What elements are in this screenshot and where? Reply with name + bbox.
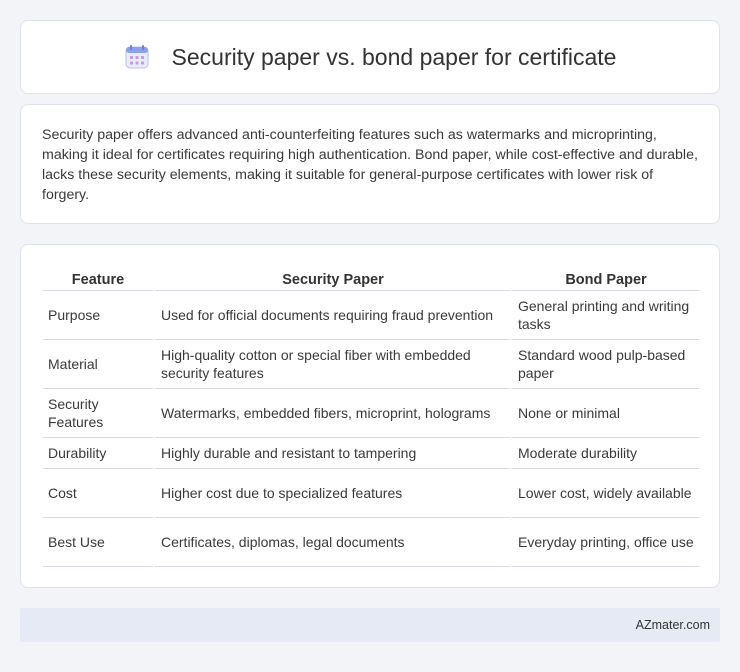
feature-cell: Material [43, 340, 153, 389]
page-title: Security paper vs. bond paper for certificate [171, 43, 617, 70]
title-card [20, 20, 720, 94]
comparison-card [20, 244, 720, 588]
bond-paper-cell: Everyday printing, office use [510, 518, 699, 567]
table-row [43, 291, 699, 340]
table-row [43, 469, 699, 518]
title-wrap [124, 44, 617, 71]
table-row [43, 518, 699, 567]
security-paper-cell: Watermarks, embedded fibers, microprint, holograms [153, 389, 510, 438]
bond-paper-cell: Lower cost, widely available [510, 469, 699, 518]
bond-paper-cell: Standard wood pulp-based paper [510, 340, 699, 389]
security-paper-cell: Used for official documents requiring fraud prevention [153, 291, 510, 340]
summary-text: Security paper offers advanced anti-counterfeiting features such as watermarks and microprinting, making it ideal for certificates requiring high authentication. Bond paper, while cost-effective and durable, lacks these security elements, making it suitable for general-purpose certificates with lower risk of forgery. [42, 127, 698, 203]
security-paper-cell: Highly durable and resistant to tampering [153, 438, 510, 469]
table-header-row [43, 265, 699, 291]
security-paper-cell: Higher cost due to specialized features [153, 469, 510, 518]
column-header-feature: Feature [43, 265, 153, 291]
feature-cell: Security Features [43, 389, 153, 438]
table-row [43, 389, 699, 438]
feature-cell: Durability [43, 438, 153, 469]
column-header-security-paper: Security Paper [153, 265, 510, 291]
feature-cell: Cost [43, 469, 153, 518]
bond-paper-cell: None or minimal [510, 389, 699, 438]
table-row [43, 340, 699, 389]
summary-card [20, 104, 720, 224]
feature-cell: Purpose [43, 291, 153, 340]
bond-paper-cell: General printing and writing tasks [510, 291, 699, 340]
security-paper-cell: Certificates, diplomas, legal documents [153, 518, 510, 567]
comparison-table [43, 265, 699, 567]
table-row [43, 438, 699, 469]
bond-paper-cell: Moderate durability [510, 438, 699, 469]
security-paper-cell: High-quality cotton or special fiber with embedded security features [153, 340, 510, 389]
footer-site-label: AZmater.com [635, 618, 710, 632]
calendar-icon [124, 44, 150, 70]
footer-bar [20, 608, 720, 642]
column-header-bond-paper: Bond Paper [510, 265, 699, 291]
feature-cell: Best Use [43, 518, 153, 567]
